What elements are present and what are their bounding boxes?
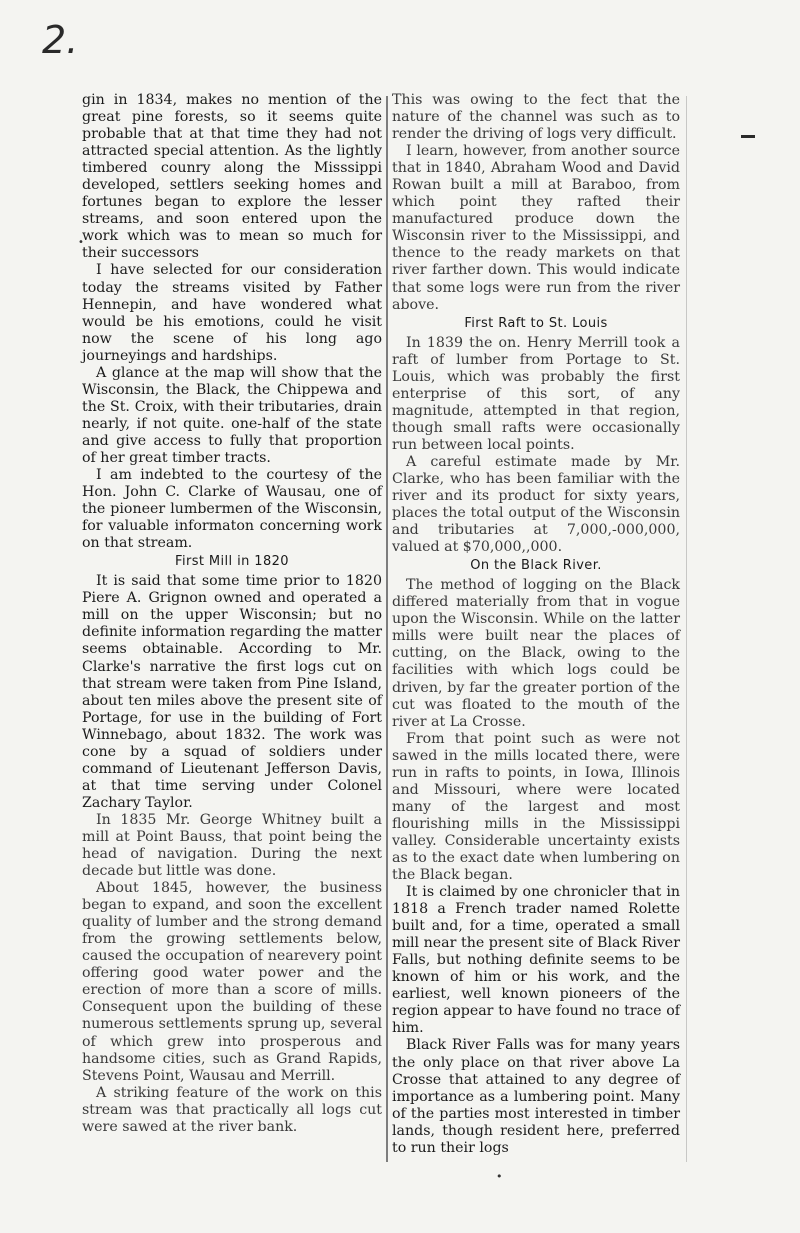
right-paragraph-8: Black River Falls was for many years the only place on that river above La Crosse that attained to any degree of importance as a lumbering point. Many of the parties most interested in timber lands, though resident here, preferred to run their logs [392,1037,680,1156]
right-column [392,92,680,1157]
right-paragraph-1: This was owing to the fect that the nature of the channel was such as to render the driving of logs very difficult. [392,92,680,143]
left-paragraph-2: I have selected for our consideration today the streams visited by Father Hennepin, and have wondered what would be his emotions, could he visit now the scene of his long ago journeyings and hardships. [82,262,382,364]
left-paragraph-7: About 1845, however, the business began to expand, and soon the excellent quality of lumber and the strong demand from the growing settlements below, caused the occupation of nearevery point offering good water power and the erection of more than a score of mills. Consequent upon the building of these numerous settlements sprung up, several of which grew into prosperous and handsome cities, such as Grand Rapids, Stevens Point, Wausau and Merrill. [82,880,382,1084]
left-paragraph-3: A glance at the map will show that the Wisconsin, the Black, the Chippewa and the St. Croix, with their tributaries, drain nearly, if not quite. one-half of the state and give access to fully that proportion of her great timber tracts. [82,364,382,466]
column-divider [386,96,388,1162]
right-paragraph-5: The method of logging on the Black differed materially from that in vogue upon the Wisconsin. While on the latter mills were built near the places of cutting, on the Black, owing to the facilities with which logs could be driven, by far the greater portion of the cut was floated to the mouth of the river at La Crosse. [392,577,680,730]
section-heading-first-mill: First Mill in 1820 [175,554,289,570]
right-paragraph-4: A careful estimate made by Mr. Clarke, who has been familiar with the river and its product for sixty years, places the total output of the Wisconsin and tributaries at 7,000,-000,000, valued at $70,000,,000. [392,453,680,556]
margin-mark: • [78,237,84,248]
clipping-edge [686,96,687,1162]
handwritten-page-number: 2. [42,18,79,62]
right-paragraph-2: I learn, however, from another source that in 1840, Abraham Wood and David Rowan built a mill at Baraboo, from which point they rafted their manufactured produce down the Wisconsin river to the Mississippi, and thence to the ready markets on that river farther down. This would indicate that some logs were run from the river above. [392,143,680,313]
margin-tick-mark [741,135,755,138]
left-paragraph-5: It is said that some time prior to 1820 Piere A. Grignon owned and operated a mill on the upper Wisconsin; but no definite information regarding the matter seems obtainable. According to Mr. Clarke's narrative the first logs cut on that stream were taken from Pine Island, about ten miles above the present site of Portage, for use in the building of Fort Winnebago, about 1832. The work was cone by a squad of soldiers under command of Lieutenant Jefferson Davis, at that time serving under Colonel Zachary Taylor. [82,573,382,811]
section-heading-black-river: On the Black River. [470,558,602,574]
bottom-mark: • [496,1170,503,1183]
right-paragraph-6: From that point such as were not sawed in the mills located there, were run in rafts to points, in Iowa, Illinois and Missouri, where were located many of the largest and most flourishing mills in the Mississippi valley. Considerable uncertainty exists as to the exact date when lumbering on the Black began. [392,730,680,884]
left-paragraph-6: In 1835 Mr. George Whitney built a mill at Point Bauss, that point being the head of navigation. During the next decade but little was done. [82,811,382,880]
section-heading-first-raft: First Raft to St. Louis [464,315,608,331]
left-paragraph-8: A striking feature of the work on this stream was that practically all logs cut were sawed at the river bank. [82,1084,382,1135]
left-paragraph-1: gin in 1834, makes no mention of the great pine forests, so it seems quite probable that at that time they had not attracted special attention. As the lightly timbered counry along the Misssippi developed, settlers seeking homes and fortunes began to explore the lesser streams, and soon entered upon the work which was to mean so much for their successors [82,92,382,262]
left-paragraph-4: I am indebted to the courtesy of the Hon. John C. Clarke of Wausau, one of the pioneer lumbermen of the Wisconsin, for valuable informaton concerning work on that stream. [82,467,382,552]
right-paragraph-3: In 1839 the on. Henry Merrill took a raft of lumber from Portage to St. Louis, which was probably the first enterprise of this sort, of any magnitude, attempted in that region, though small rafts were occasionally run between local points. [392,334,680,453]
right-paragraph-7: It is claimed by one chronicler that in 1818 a French trader named Rolette built and, for a time, operated a small mill near the present site of Black River Falls, but nothing definite seems to be known of him or his work, and the earliest, well known pioneers of the region appear to have found no trace of him. [392,884,680,1037]
left-column [82,92,382,1136]
